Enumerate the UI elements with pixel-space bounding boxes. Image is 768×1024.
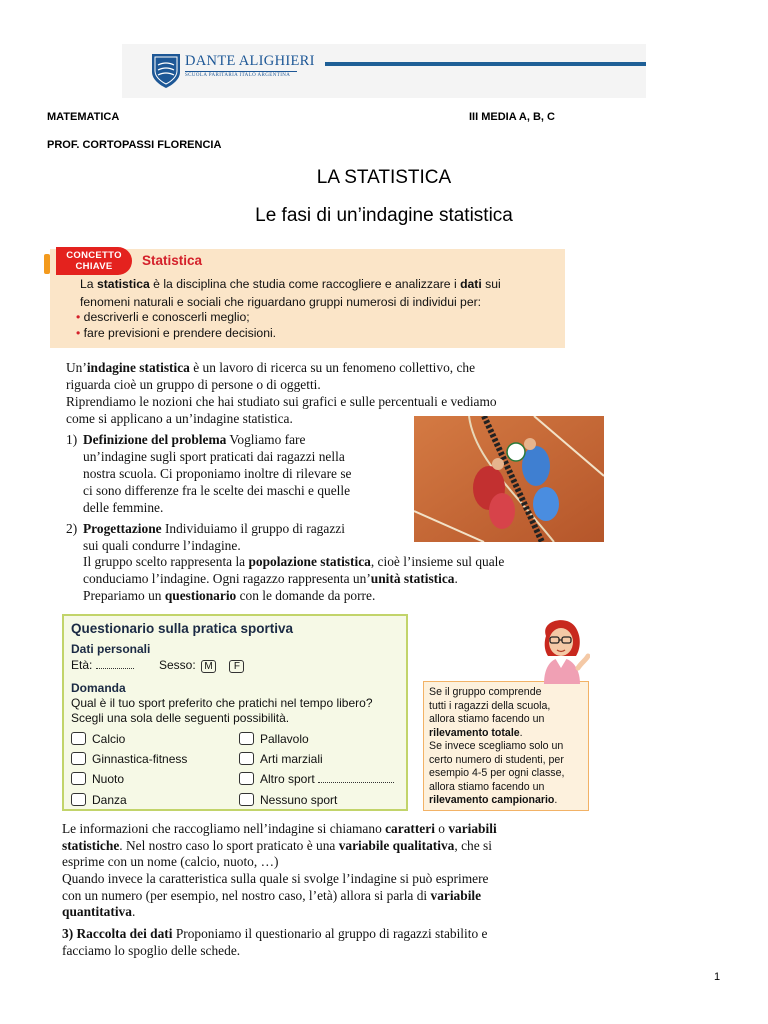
- option-label: Arti marziali: [260, 752, 323, 766]
- characters-line-2: statistiche. Nel nostro caso lo sport praticato è una variabile qualitativa, che si: [62, 838, 492, 853]
- checkbox-arti-marziali[interactable]: [239, 752, 254, 765]
- question-text: Qual è il tuo sport preferito che pratichi nel tempo libero?: [71, 696, 373, 710]
- step2-line-2: sui quali condurre l’indagine.: [83, 538, 241, 553]
- step1-line-1: Definizione del problema Vogliamo fare: [83, 432, 306, 447]
- note-line-6: certo numero di studenti, per: [429, 754, 564, 766]
- step1-number: 1): [66, 432, 78, 447]
- option-label: Pallavolo: [260, 732, 309, 746]
- checkbox-ginnastica[interactable]: [71, 752, 86, 765]
- logo-subtitle: SCUOLA PARITARIA ITALO ARGENTINA: [185, 73, 291, 78]
- intro-line-4: come si applicano a un’indagine statistica.: [66, 411, 293, 426]
- questionnaire-title: Questionario sulla pratica sportiva: [71, 621, 294, 636]
- step2-line-3: Il gruppo scelto rappresenta la popolazione statistica, cioè l’insieme sul quale: [83, 554, 505, 569]
- badge-line-2: CHIAVE: [75, 261, 113, 272]
- subject-label: MATEMATICA: [47, 111, 120, 123]
- step1-line-3: nostra scuola. Ci proponiamo inoltre di rilevare se: [83, 466, 352, 481]
- step2-number: 2): [66, 521, 78, 536]
- option-label: Nuoto: [92, 772, 125, 786]
- logo-divider: [185, 71, 297, 72]
- question-instruction: Scegli una sola delle seguenti possibilità.: [71, 711, 290, 725]
- checkbox-nessuno-sport[interactable]: [239, 793, 254, 806]
- concept-bracket: [44, 254, 50, 274]
- page-title: LA STATISTICA: [316, 167, 452, 188]
- sex-field: Sesso: M F: [159, 658, 246, 673]
- header-accent-bar: [325, 62, 646, 66]
- volleyball-photo: [414, 416, 604, 542]
- characters-line-1: Le informazioni che raccogliamo nell’indagine si chiamano caratteri o variabili: [62, 821, 497, 836]
- option-label: Altro sport: [260, 772, 394, 786]
- teacher-illustration: [530, 612, 590, 684]
- note-line-1: Se il gruppo comprende: [429, 686, 542, 698]
- sex-female-option[interactable]: F: [229, 660, 244, 673]
- intro-line-1: Un’indagine statistica è un lavoro di ricerca su un fenomeno collettivo, che: [66, 360, 476, 375]
- step2-line-4: conduciamo l’indagine. Ogni ragazzo rappresenta un’unità statistica.: [83, 571, 458, 586]
- logo-name: DANTE ALIGHIERI: [185, 53, 315, 69]
- step3-line-2: facciamo lo spoglio delle schede.: [62, 943, 241, 958]
- step2-line-5: Prepariamo un questionario con le domande da porre.: [83, 588, 376, 603]
- question-label: Domanda: [71, 681, 126, 695]
- concept-line-2: fenomeni naturali e sociali che riguardano gruppi numerosi di individui per:: [80, 295, 482, 309]
- characters-line-4: Quando invece la caratteristica sulla quale si svolge l’indagine si può esprimere: [62, 871, 489, 886]
- checkbox-nuoto[interactable]: [71, 772, 86, 785]
- option-label: Calcio: [92, 732, 126, 746]
- classes-label: III MEDIA A, B, C: [469, 111, 555, 123]
- page-subtitle: Le fasi di un’indagine statistica: [255, 205, 513, 226]
- badge-line-1: CONCETTO: [66, 250, 122, 261]
- characters-line-3: esprime con un nome (calcio, nuoto, …): [62, 854, 279, 869]
- step1-line-5: delle femmine.: [83, 500, 164, 515]
- note-line-2: tutti i ragazzi della scuola,: [429, 700, 551, 712]
- page-number: 1: [714, 971, 721, 983]
- checkbox-calcio[interactable]: [71, 732, 86, 745]
- intro-line-2: riguarda cioè un gruppo di persone o di oggetti.: [66, 377, 321, 392]
- note-line-3: allora stiamo facendo un: [429, 713, 545, 725]
- intro-line-3: Riprendiamo le nozioni che hai studiato sui grafici e sulle percentuali e vediamo: [66, 394, 497, 409]
- checkbox-altro-sport[interactable]: [239, 772, 254, 785]
- step1-line-2: un’indagine sugli sport praticati dai ragazzi nella: [83, 449, 345, 464]
- note-line-8: allora stiamo facendo un: [429, 781, 545, 793]
- note-line-4: rilevamento totale.: [429, 727, 523, 739]
- shield-crest-icon: [150, 52, 182, 90]
- concept-line-1: La statistica è la disciplina che studia come raccogliere e analizzare i dati sui: [80, 277, 501, 291]
- concept-bullet-2: • fare previsioni e prendere decisioni.: [76, 326, 277, 340]
- characters-line-5: con un numero (per esempio, nel nostro caso, l’età) allora si parla di variabile: [62, 888, 482, 903]
- note-line-7: esempio 4-5 per ogni classe,: [429, 767, 565, 779]
- teacher-label: PROF. CORTOPASSI FLORENCIA: [47, 139, 222, 151]
- characters-line-6: quantitativa.: [62, 904, 136, 919]
- option-label: Ginnastica-fitness: [92, 752, 188, 766]
- option-label: Nessuno sport: [260, 793, 338, 807]
- note-line-5: Se invece scegliamo solo un: [429, 740, 564, 752]
- sex-male-option[interactable]: M: [201, 660, 216, 673]
- checkbox-danza[interactable]: [71, 793, 86, 806]
- checkbox-pallavolo[interactable]: [239, 732, 254, 745]
- concept-bullet-1: • descriverli e conoscerli meglio;: [76, 310, 250, 324]
- option-label: Danza: [92, 793, 127, 807]
- concept-badge: [56, 247, 132, 275]
- age-field[interactable]: Età:: [71, 658, 134, 672]
- personal-data-label: Dati personali: [71, 642, 151, 656]
- step2-line-1: Progettazione Individuiamo il gruppo di ragazzi: [83, 521, 345, 536]
- questionnaire-box: [62, 614, 408, 811]
- note-line-9: rilevamento campionario.: [429, 794, 558, 806]
- step1-line-4: ci sono differenze fra le scelte dei maschi e quelle: [83, 483, 351, 498]
- step3-line-1: 3) Raccolta dei dati Proponiamo il questionario al gruppo di ragazzi stabilito e: [62, 926, 488, 941]
- concept-heading: Statistica: [142, 253, 203, 268]
